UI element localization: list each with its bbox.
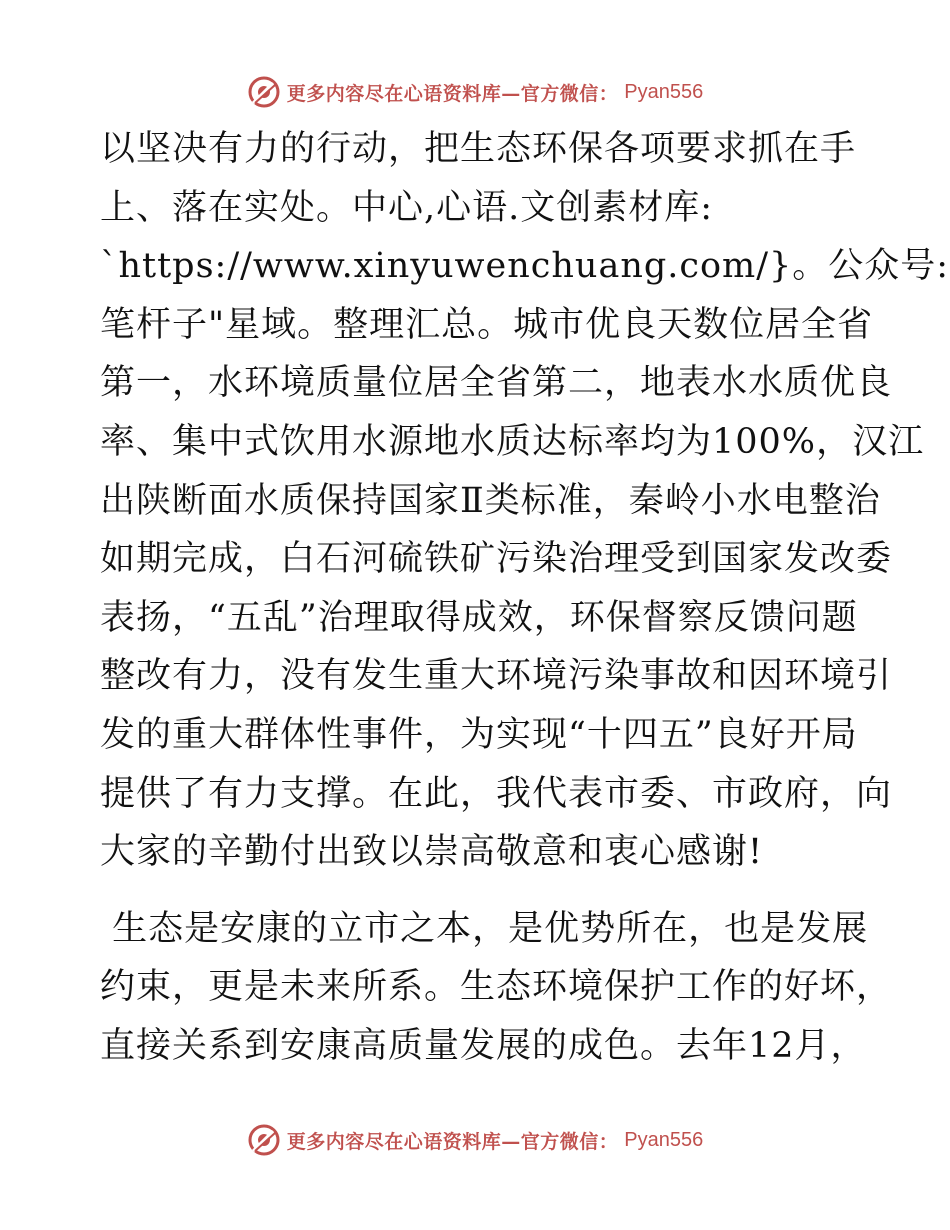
footer-watermark: [0, 1120, 950, 1160]
text-line: 提供了有力支撑。在此，我代表市委、市政府，向: [100, 773, 893, 814]
header-wechat-id: Pyan556: [624, 80, 704, 103]
text-line: 约束，更是未来所系。生态环境保护工作的好坏，: [100, 967, 893, 1008]
text-line: 出陕断面水质保持国家Ⅱ类标准，秦岭小水电整治: [100, 480, 881, 521]
header-watermark: [0, 72, 950, 112]
text-line: 如期完成，白石河硫铁矿污染治理受到国家发改委: [100, 539, 893, 580]
text-line: 以坚决有力的行动，把生态环保各项要求抓在手: [100, 129, 857, 169]
text-line: 大家的辛勤付出致以崇高敬意和衷心感谢!: [100, 832, 764, 873]
text-line: 整改有力，没有发生重大环境污染事故和因环境引: [100, 656, 893, 697]
text-line: 第一，水环境质量位居全省第二，地表水水质优良: [100, 363, 893, 404]
header-watermark-text: 更多内容尽在心语资料库—官方微信：: [286, 82, 619, 105]
text-line: 率、集中式饮用水源地水质达标率均为100%，汉江: [100, 421, 925, 462]
text-line: 生态是安康的立市之本，是优势所在，也是发展: [100, 908, 869, 949]
footer-wechat-id: Pyan556: [624, 1128, 704, 1151]
text-line: `https://www.xinyuwenchuang.com/}。公众号:: [100, 246, 950, 287]
paragraph-spacer: [100, 882, 860, 900]
text-line: 上、落在实处。中心,心语.文创素材库:: [100, 187, 714, 228]
xinyu-logo-icon: [247, 75, 281, 109]
text-line: 笔杆子"星域。整理汇总。城市优良天数位居全省: [100, 304, 874, 345]
text-line: 直接关系到安康高质量发展的成色。去年12月，: [100, 1025, 867, 1066]
footer-watermark-text: 更多内容尽在心语资料库—官方微信：: [286, 1130, 619, 1153]
text-line: 发的重大群体性事件，为实现“十四五”良好开局: [100, 714, 858, 755]
xinyu-logo-icon: [247, 1123, 281, 1157]
document-body: [100, 120, 950, 1076]
paragraph-2: [100, 900, 893, 1076]
paragraph-1: [100, 120, 950, 882]
text-line: 表扬，“五乱”治理取得成效，环保督察反馈问题: [100, 597, 858, 638]
